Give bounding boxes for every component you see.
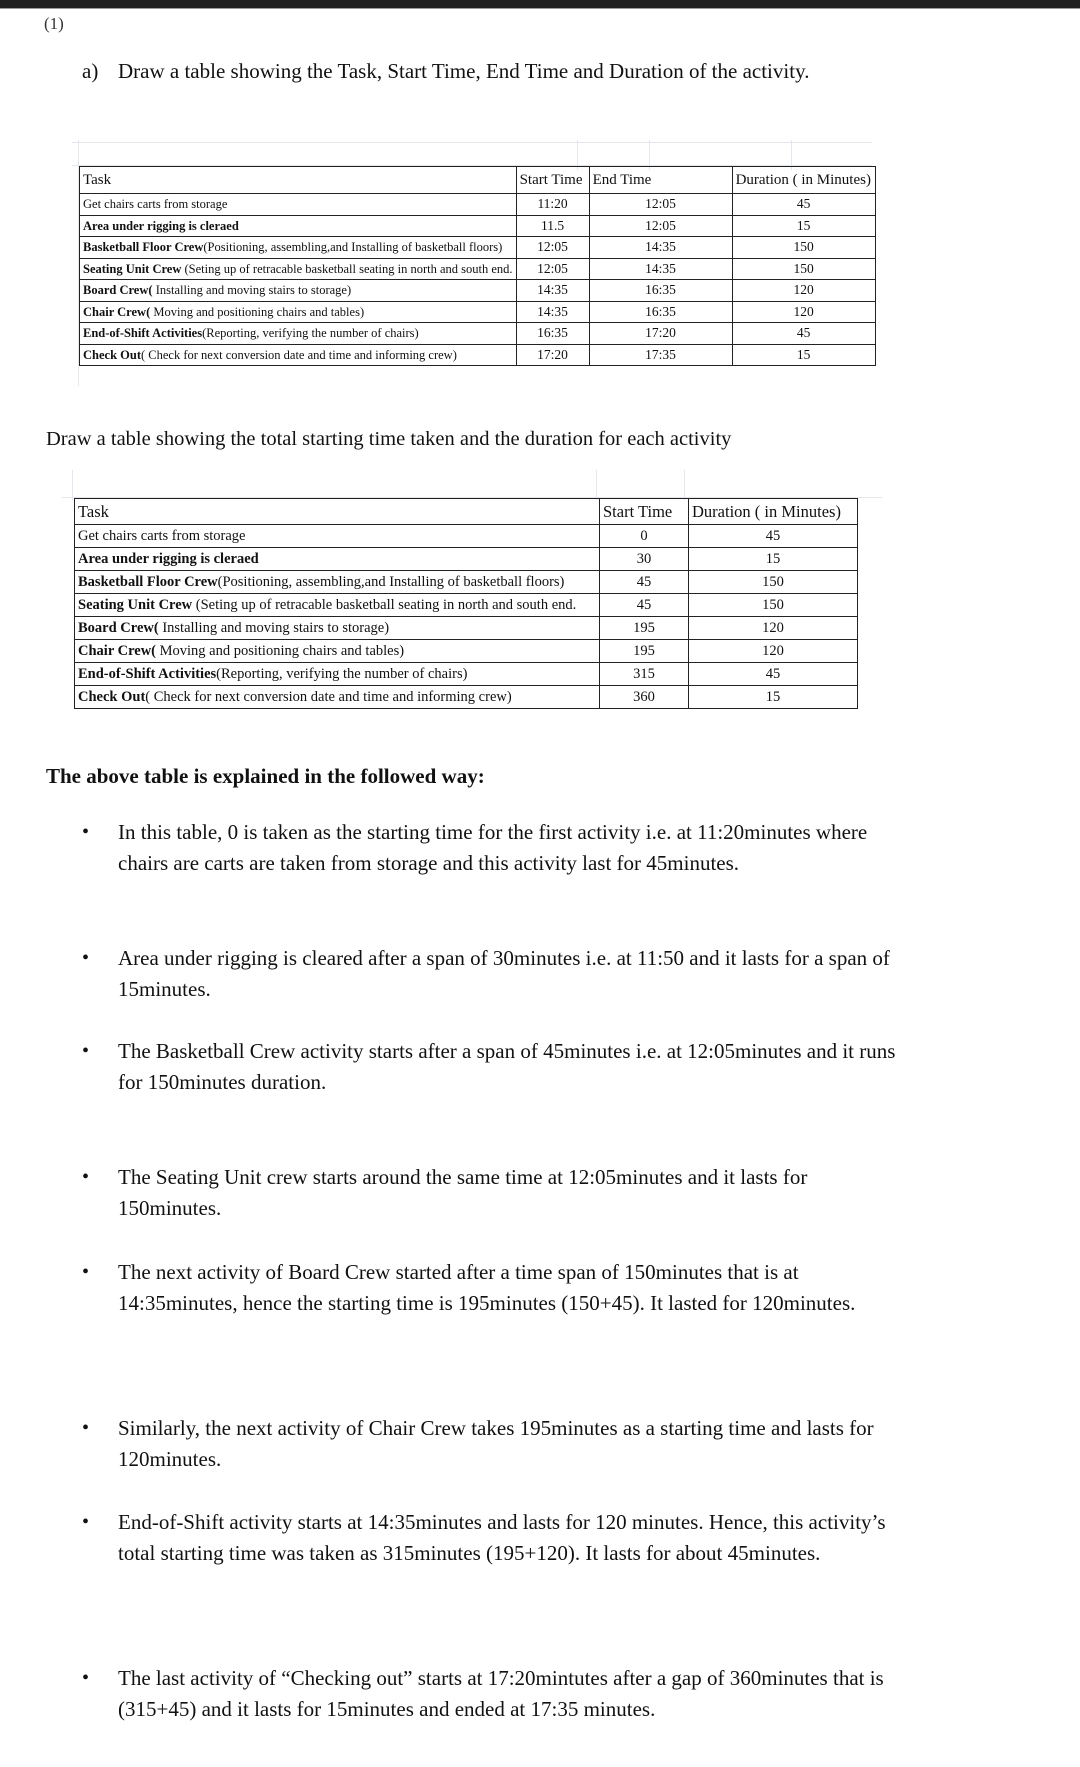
schedule-table (79, 166, 876, 366)
table-row (80, 237, 876, 259)
starting-time-table (74, 498, 858, 709)
table-row (75, 525, 858, 548)
table-row (80, 301, 876, 323)
cell-end: 12:05 (589, 215, 732, 237)
question-number: (1) (44, 14, 64, 33)
cell-task (75, 548, 600, 571)
bullet-icon: • (82, 821, 90, 843)
cell-start: 12:05 (516, 237, 589, 259)
cell-end: 16:35 (589, 301, 732, 323)
cell-task (75, 640, 600, 663)
cell-start: 0 (600, 525, 689, 548)
cell-start: 45 (600, 571, 689, 594)
bullet-text: The next activity of Board Crew started after a time span of 150minutes that is at 14:35minutes, hence the starting time is 195minutes (150+45). It lasted for 120minutes. (118, 1260, 856, 1315)
cell-duration: 45 (689, 663, 858, 686)
task-description: Installing and moving stairs to storage) (152, 283, 352, 298)
cell-start: 195 (600, 640, 689, 663)
header-task: Task (80, 167, 517, 194)
task-description: Get chairs carts from storage (78, 527, 246, 544)
bullet-text: The Seating Unit crew starts around the same time at 12:05minutes and it lasts for 150minutes. (118, 1165, 808, 1220)
task-name: Board Crew( (78, 619, 159, 636)
bullet-icon: • (82, 947, 90, 969)
cell-task (75, 525, 600, 548)
bullet-icon: • (82, 1166, 90, 1188)
bullet-text: Similarly, the next activity of Chair Crew takes 195minutes as a starting time and lasts for 120minutes. (118, 1416, 874, 1471)
cell-task (75, 686, 600, 709)
table-row (80, 280, 876, 302)
cell-start: 45 (600, 594, 689, 617)
task-name: Area under rigging is cleraed (78, 550, 259, 567)
task-name: Seating Unit Crew (78, 596, 196, 613)
cell-start: 30 (600, 548, 689, 571)
cell-start: 360 (600, 686, 689, 709)
table-row (75, 548, 858, 571)
explanation-bullet (82, 1257, 912, 1318)
table-row (80, 194, 876, 216)
cell-duration: 45 (732, 323, 875, 345)
table-row (75, 594, 858, 617)
cell-end: 14:35 (589, 237, 732, 259)
table-row (80, 258, 876, 280)
explanation-bullet (82, 1162, 912, 1223)
bullet-text: In this table, 0 is taken as the starting time for the first activity i.e. at 11:20minutes where chairs are carts are taken from storage and this activity last for 45minutes. (118, 820, 868, 875)
cell-start: 14:35 (516, 280, 589, 302)
cell-duration: 150 (689, 594, 858, 617)
cell-duration: 150 (732, 258, 875, 280)
cell-duration: 45 (732, 194, 875, 216)
task-name: Seating Unit Crew (83, 261, 185, 276)
header-duration: Duration ( in Minutes) (689, 499, 858, 525)
table-row (75, 571, 858, 594)
cell-task (75, 663, 600, 686)
table-row (75, 617, 858, 640)
cell-duration: 45 (689, 525, 858, 548)
table-row (80, 344, 876, 366)
task-description: (Seting up of retracable basketball seating in north and south end. (195, 596, 577, 613)
explanation-bullet (82, 1507, 912, 1568)
task-description: Get chairs carts from storage (83, 197, 228, 212)
cell-task (80, 280, 517, 302)
task-description: Installing and moving stairs to storage) (158, 619, 390, 636)
cell-start: 315 (600, 663, 689, 686)
cell-task (75, 617, 600, 640)
task-description: (Positioning, assembling,and Installing of basketball floors) (217, 573, 565, 590)
task-name: Area under rigging is cleraed (83, 218, 239, 233)
cell-task (75, 571, 600, 594)
cell-start: 12:05 (516, 258, 589, 280)
table-row (75, 640, 858, 663)
cell-start: 14:35 (516, 301, 589, 323)
cell-task (80, 258, 517, 280)
explanation-heading: The above table is explained in the followed way: (46, 764, 485, 788)
cell-end: 17:20 (589, 323, 732, 345)
cell-end: 16:35 (589, 280, 732, 302)
explanation-bullet (82, 817, 912, 878)
table-header-row (80, 167, 876, 194)
task-name: Chair Crew( (78, 642, 156, 659)
task-name: Board Crew( (83, 283, 153, 298)
part-a-label: a) (82, 59, 99, 83)
cell-start: 11.5 (516, 215, 589, 237)
cell-end: 12:05 (589, 194, 732, 216)
cell-duration: 120 (689, 617, 858, 640)
task-name: End-of-Shift Activities (78, 665, 217, 682)
task-name: Check Out (78, 688, 146, 705)
bullet-icon: • (82, 1040, 90, 1062)
task-name: Chair Crew( (83, 304, 151, 319)
task-name: Basketball Floor Crew (83, 240, 204, 255)
cell-start: 11:20 (516, 194, 589, 216)
cell-duration: 15 (689, 548, 858, 571)
cell-start: 16:35 (516, 323, 589, 345)
table-row (80, 215, 876, 237)
bullet-text: Area under rigging is cleared after a span of 30minutes i.e. at 11:50 and it lasts for a span of 15minutes. (118, 946, 890, 1001)
bullet-icon: • (82, 1511, 90, 1533)
explanation-bullet (82, 943, 912, 1004)
cell-duration: 120 (732, 301, 875, 323)
task-description: (Seting up of retracable basketball seating in north and south end. (184, 261, 513, 276)
part-a-text: Draw a table showing the Task, Start Time, End Time and Duration of the activity. (118, 59, 810, 83)
table-header-row (75, 499, 858, 525)
cell-end: 17:35 (589, 344, 732, 366)
header-start-time: Start Time (516, 167, 589, 194)
bullet-icon: • (82, 1667, 90, 1689)
header-start-time: Start Time (600, 499, 689, 525)
task-name: Check Out (83, 347, 141, 362)
task-description: (Positioning, assembling,and Installing of basketball floors) (203, 240, 503, 255)
bullet-text: The last activity of “Checking out” starts at 17:20mintutes after a gap of 360minutes that is (315+45) and it lasts for 15minutes and ended at 17:35 minutes. (118, 1666, 884, 1721)
cell-start: 195 (600, 617, 689, 640)
cell-task (75, 594, 600, 617)
task-description: ( Check for next conversion date and time and informing crew) (141, 347, 457, 362)
top-bar (0, 0, 1080, 9)
cell-task (80, 323, 517, 345)
header-end-time: End Time (589, 167, 732, 194)
explanation-bullet (82, 1036, 912, 1097)
task-description: (Reporting, verifying the number of chairs) (202, 326, 419, 341)
cell-task (80, 237, 517, 259)
task-name: End-of-Shift Activities (83, 326, 203, 341)
part-a-prompt (82, 56, 842, 87)
cell-task (80, 344, 517, 366)
explanation-bullet (82, 1663, 912, 1724)
cell-end: 14:35 (589, 258, 732, 280)
bullet-text: The Basketball Crew activity starts after a span of 45minutes i.e. at 12:05minutes and it runs for 150minutes duration. (118, 1039, 896, 1094)
header-task: Task (75, 499, 600, 525)
cell-task (80, 301, 517, 323)
part-b-prompt: Draw a table showing the total starting time taken and the duration for each activity (46, 428, 732, 450)
header-duration: Duration ( in Minutes) (732, 167, 875, 194)
table-row (75, 663, 858, 686)
cell-start: 17:20 (516, 344, 589, 366)
cell-duration: 15 (732, 215, 875, 237)
cell-duration: 120 (689, 640, 858, 663)
task-description: ( Check for next conversion date and time and informing crew) (145, 688, 512, 705)
bullet-icon: • (82, 1417, 90, 1439)
task-description: Moving and positioning chairs and tables) (150, 304, 365, 319)
table-row (75, 686, 858, 709)
task-description: (Reporting, verifying the number of chairs) (216, 665, 468, 682)
explanation-bullet (82, 1413, 912, 1474)
table-row (80, 323, 876, 345)
task-description: Moving and positioning chairs and tables) (156, 642, 405, 659)
cell-task (80, 194, 517, 216)
bullet-text: End-of-Shift activity starts at 14:35minutes and lasts for 120 minutes. Hence, this activity’s total starting time was taken as 315minutes (195+120). It lasts for about 45minutes. (118, 1510, 886, 1565)
cell-task (80, 215, 517, 237)
cell-duration: 150 (689, 571, 858, 594)
bullet-icon: • (82, 1261, 90, 1283)
cell-duration: 15 (732, 344, 875, 366)
cell-duration: 15 (689, 686, 858, 709)
cell-duration: 120 (732, 280, 875, 302)
task-name: Basketball Floor Crew (78, 573, 218, 590)
cell-duration: 150 (732, 237, 875, 259)
